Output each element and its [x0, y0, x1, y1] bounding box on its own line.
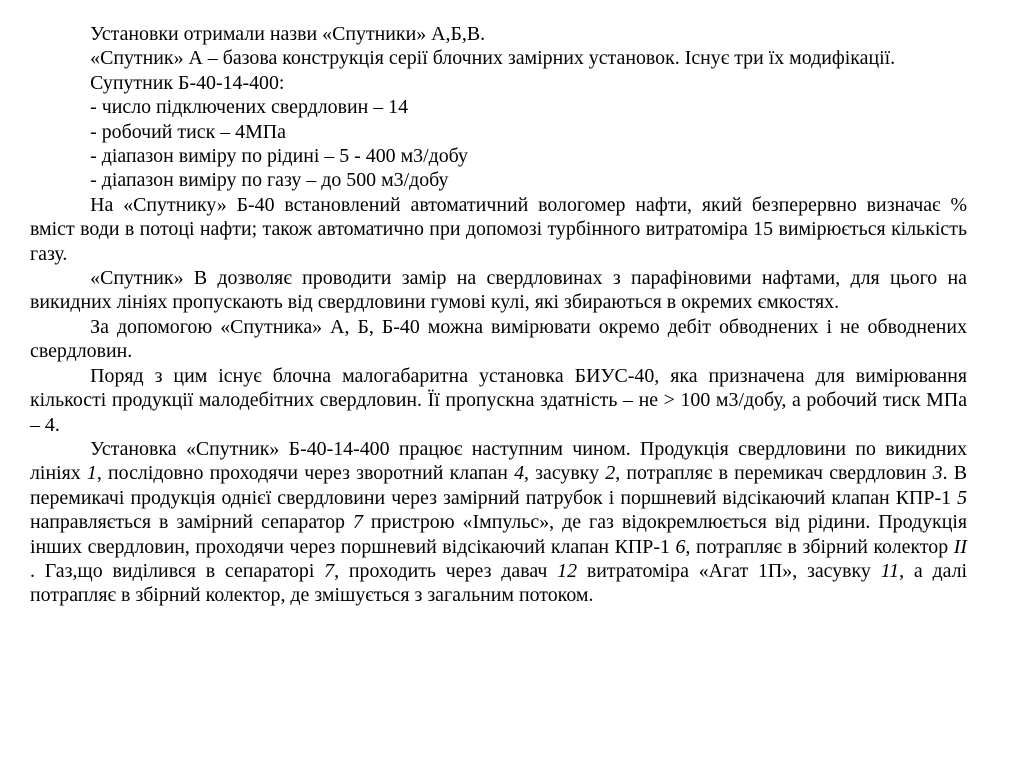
operation-text-7: пристрою «Імпульс», де газ відокремлюється від рідини. Продукція інших свердловин, проходячи через поршневий відсікаючий клапан КПР-1 [30, 511, 968, 558]
operation-text-3: , засувку [524, 462, 606, 485]
paragraph-sputnik-v: «Спутник» В дозволяє проводити замір на свердловинах з парафіновими нафтами, для цього на викидних лініях пропускають від свердловини гумові кулі, які збираються в окремих ємкостях. [30, 267, 968, 314]
operation-text-2: , послідовно проходячи через зворотний клапан [96, 462, 515, 485]
operation-ref-1: 1 [86, 462, 97, 485]
spec-wells: - число підключених свердловин – 14 [90, 96, 409, 119]
operation-text-5: . В перемикачі продукція однієї свердловини через замірний патрубок і поршневий відсікаючий клапан КПР-1 [30, 462, 968, 509]
operation-ref-6: 6 [675, 535, 686, 558]
operation-text-9: . Газ,що виділився в сепараторі [30, 559, 325, 582]
operation-ref-7b: 7 [324, 559, 335, 582]
operation-ref-12: 12 [557, 559, 578, 582]
paragraph-bius: Поряд з цим існує блочна малогабаритна установка БИУС-40, яка призначена для вимірювання кількості продукції малодебітних свердловин. Її пропускна здатність – не > 100 м3/добу, а робочий тиск МПа – 4. [30, 364, 968, 436]
paragraph-sputnik-a: «Спутник» А – базова конструкція серії блочних замірних установок. Існує три їх модифікації. [90, 47, 896, 70]
spec-pressure: - робочий тиск – 4МПа [90, 120, 286, 143]
paragraph-b40: На «Спутнику» Б-40 встановлений автоматичний вологомер нафти, який безперервно визначає % вміст води в потоці нафти; також автоматично при допомозі турбінного витратоміра 15 вимірюється кількість газу. [30, 193, 968, 265]
operation-text-11: витратоміра «Агат 1П», засувку [577, 559, 881, 582]
operation-text-10: , проходить через давач [334, 559, 558, 582]
operation-ref-5: 5 [957, 486, 968, 509]
paragraph-operation [30, 437, 967, 608]
operation-ref-2: 2 [605, 462, 616, 485]
operation-text-4: , потрапляє в перемикач свердловин [615, 462, 933, 485]
operation-ref-7: 7 [352, 511, 363, 534]
operation-text-8: , потрапляє в збірний колектор [685, 535, 954, 558]
spec-liquid-range: - діапазон виміру по рідині – 5 - 400 м3/добу [90, 145, 468, 168]
paragraph-measurement: За допомогою «Спутника» А, Б, Б-40 можна вимірювати окремо дебіт обводнених і не обводнених свердловин. [30, 315, 968, 363]
operation-ref-3: 3 [932, 462, 943, 485]
operation-text-6: направляється в замірний сепаратор [30, 511, 353, 534]
paragraph-names: Установки отримали назви «Спутники» А,Б,В. [90, 23, 486, 45]
spec-heading: Супутник Б-40-14-400: [90, 71, 285, 94]
operation-text-12: , а далі потрапляє в збірний колектор, де змішується з загальним потоком. [30, 559, 968, 607]
operation-ref-ii: ІІ [953, 535, 968, 558]
spec-gas-range: - діапазон виміру по газу – до 500 м3/добу [90, 169, 449, 192]
operation-ref-11: 11 [880, 559, 900, 582]
document-body [30, 22, 967, 608]
operation-ref-4: 4 [514, 462, 525, 485]
operation-text-1: Установка «Спутник» Б-40-14-400 працює наступним чином. Продукція свердловини по викидних лініях [30, 437, 968, 485]
